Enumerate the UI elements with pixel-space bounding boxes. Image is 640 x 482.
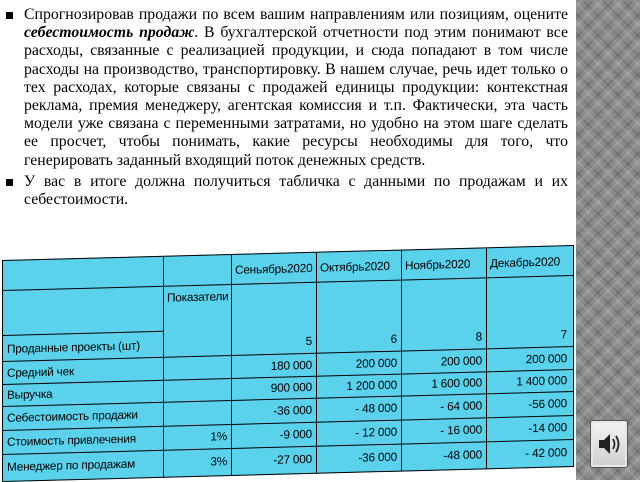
- row-label: Средний чек: [7, 364, 74, 380]
- table-cell: -14 000: [528, 420, 567, 436]
- table-cell: 1 600 000: [431, 375, 482, 391]
- month-header: Октябрь2020: [320, 258, 390, 275]
- table-cell: -9 000: [279, 426, 312, 442]
- table-cell: - 16 000: [440, 422, 482, 438]
- table-cell: - 42 000: [525, 445, 567, 461]
- bullet-icon: [6, 179, 13, 186]
- paragraph-cost-of-sales: [6, 6, 568, 170]
- table-cell: 1 200 000: [346, 377, 397, 393]
- sales-table: [2, 245, 574, 482]
- table-cell: - 64 000: [440, 398, 482, 414]
- row-label: Выручка: [7, 386, 53, 402]
- table-cell: 200 000: [440, 353, 482, 369]
- row-label: Стоимость привлечения: [7, 431, 136, 449]
- table-cell: 200 000: [525, 351, 567, 367]
- speaker-icon: [597, 430, 621, 458]
- bullet-icon: [6, 12, 13, 19]
- table-cell: - 48 000: [355, 400, 397, 416]
- row-label: Себестоимость продажи: [7, 407, 138, 425]
- paragraph-1-end: . В бухгалтерской отчетности под этим понимают все расходы, связанные с реализацией продукции, и сюда попадают в том числе расходы на производство, транспортировку. В нашем случае, речь идет только о тех расходах, которые связаны с продажей единицы продукции: контекстная реклама, премия менеджеру, агентская комиссия и т.п. Фактически, эта часть модели уже связана с переменными затратами, но удобно на этом шаге сделать ее просчет, чтобы понимать, какие ресурсы необходимы для того, что генерировать заданный входящий поток денежных средств.: [24, 24, 568, 169]
- decorative-side-strip: [576, 0, 640, 480]
- paragraph-1-start: Спрогнозировав продажи по всем вашим направлениям или позициям, оцените: [24, 6, 568, 23]
- paragraph-result-table: [6, 173, 568, 209]
- table-cell: 8: [475, 329, 482, 344]
- row-label: Проданные проекты (шт): [7, 338, 140, 356]
- percent-cell: 1%: [210, 429, 227, 444]
- percent-cell: 3%: [210, 454, 227, 469]
- table-cell: -27 000: [273, 451, 312, 467]
- table-cell: -56 000: [528, 396, 567, 412]
- month-header: Декабрь2020: [490, 254, 561, 271]
- table-cell: 180 000: [270, 357, 312, 373]
- table-cell: 200 000: [355, 355, 397, 371]
- table-cell: 1 400 000: [516, 373, 567, 389]
- table-cell: -36 000: [273, 402, 312, 418]
- table-cell: 900 000: [270, 379, 312, 395]
- slide-text: [6, 6, 568, 212]
- row-label: Менеджер по продажам: [7, 456, 135, 474]
- table-cell: 6: [390, 331, 397, 346]
- month-header: Сеньябрь2020: [235, 260, 313, 277]
- table-cell: 5: [305, 333, 312, 349]
- indicator-header: Показатели: [167, 289, 229, 305]
- paragraph-2-text: У вас в итоге должна получиться табличка с данными по продажам и их себестоимости.: [24, 172, 568, 209]
- emphasis-term: себестоимость продаж: [24, 24, 195, 42]
- audio-button[interactable]: [590, 420, 628, 468]
- table-cell: 7: [560, 327, 567, 342]
- month-header: Ноябрь2020: [405, 256, 471, 273]
- table-cell: -36 000: [358, 449, 397, 465]
- table-cell: - 12 000: [355, 424, 397, 440]
- table-cell: -48 000: [443, 447, 482, 463]
